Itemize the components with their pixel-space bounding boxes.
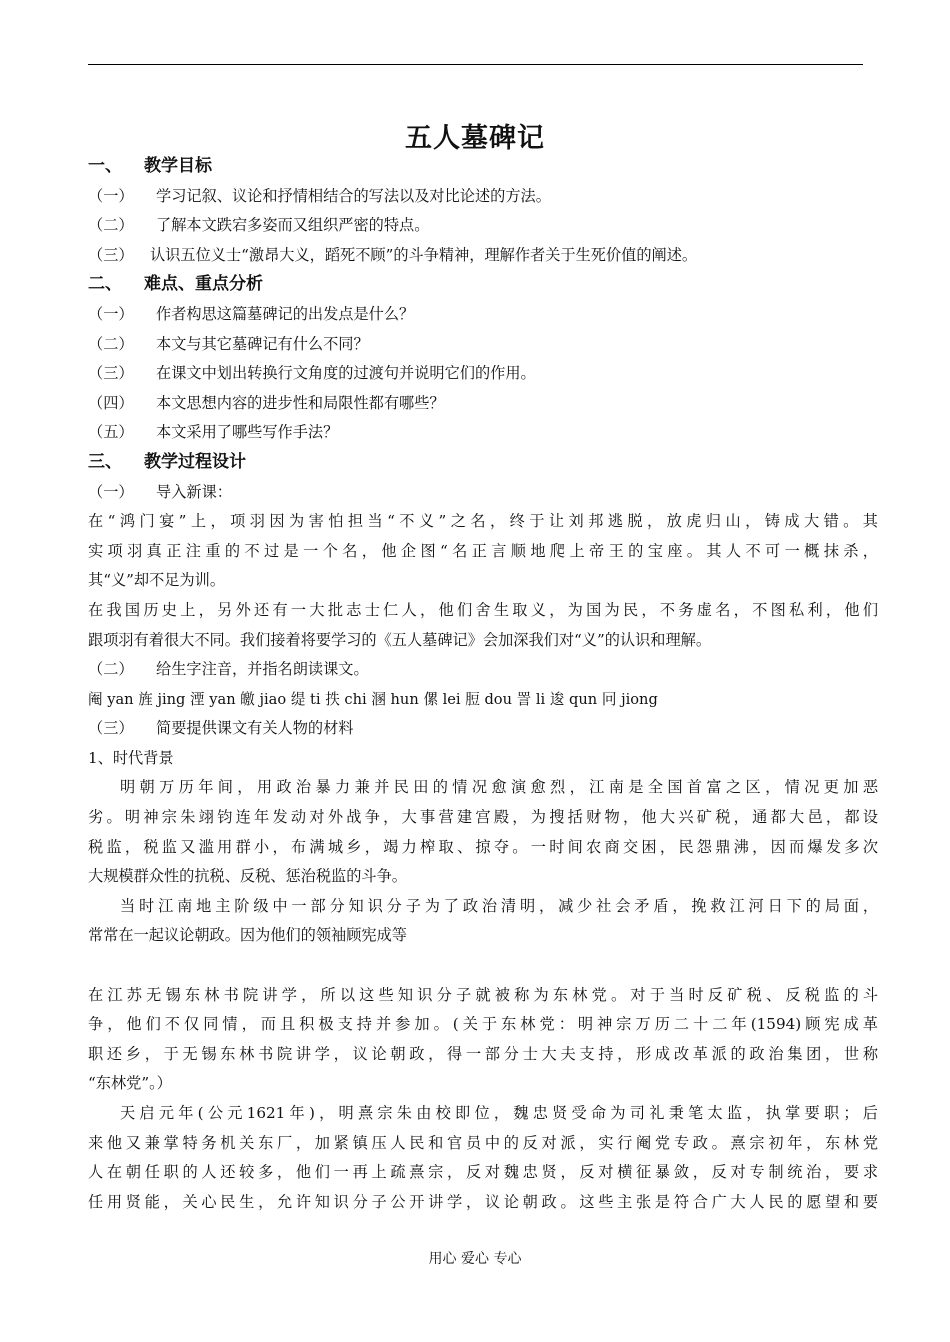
section-title: 教学目标 <box>144 156 212 176</box>
paragraph-line: 明朝万历年间，用政治暴力兼并民田的情况愈演愈烈，江南是全国首富之区，情况更加恶 <box>120 778 878 797</box>
item-text: 学习记叙、议论和抒情相结合的写法以及对比论述的方法。 <box>156 186 551 205</box>
item-number: （四） <box>88 393 134 412</box>
item-text: 本文采用了哪些写作手法？ <box>156 423 339 442</box>
paragraph-line: 当时江南地主阶级中一部分知识分子为了政治清明，减少社会矛盾，挽救江河日下的局面， <box>120 896 878 915</box>
section-heading <box>88 152 878 182</box>
list-item <box>88 300 878 330</box>
list-item <box>88 182 878 212</box>
item-number: （五） <box>88 423 134 442</box>
item-number: （三） <box>88 364 134 383</box>
blank-line <box>88 951 878 981</box>
document-body <box>88 152 878 1217</box>
item-number: （一） <box>88 482 134 501</box>
paragraph-line: 在我国历史上，另外还有一大批志士仁人，他们舍生取义，为国为民，不务虚名，不图私利，他们 <box>88 600 878 619</box>
list-item <box>88 211 878 241</box>
item-text: 作者构思这篇墓碑记的出发点是什么？ <box>156 304 415 323</box>
item-number: （一） <box>88 304 134 323</box>
section-number: 三、 <box>88 451 122 472</box>
item-number: （二） <box>88 334 134 353</box>
section-title: 教学过程设计 <box>144 451 246 472</box>
paragraph-line: 在江苏无锡东林书院讲学，所以这些知识分子就被称为东林党。对于当时反矿税、反税监的斗 <box>88 985 878 1004</box>
item-number: （二） <box>88 660 134 679</box>
list-item <box>88 330 878 360</box>
item-text: 认识五位义士“激昂大义，蹈死不顾”的斗争精神，理解作者关于生死价值的阐述。 <box>150 245 698 264</box>
item-number: （三） <box>88 245 134 264</box>
item-number: （一） <box>88 186 134 205</box>
list-item <box>88 714 878 744</box>
list-item <box>88 241 878 271</box>
section-heading <box>88 448 878 478</box>
section-heading <box>88 270 878 300</box>
paragraph-line: 人在朝任职的人还较多，他们一再上疏熹宗，反对魏忠贤，反对横征暴敛，反对专制统治，要求 <box>88 1163 878 1182</box>
paragraph-line: 职还乡，于无锡东林书院讲学，议论朝政，得一部分士大夫支持，形成改革派的政治集团，世称 <box>88 1044 878 1063</box>
list-item <box>88 478 878 508</box>
section-title: 难点、重点分析 <box>144 274 263 295</box>
paragraph-line: 劣。明神宗朱翊钧连年发动对外战争，大事营建宫殿，为搜括财物，他大兴矿税，通都大邑，都设 <box>88 808 878 827</box>
paragraph-line: 大规模群众性的抗税、反税、惩治税监的斗争。 <box>88 867 407 886</box>
paragraph-line: 常常在一起议论朝政。因为他们的领袖顾宪成等 <box>88 926 407 945</box>
header-rule <box>88 64 863 65</box>
item-number: （三） <box>88 719 134 738</box>
item-text: 导入新课： <box>156 482 232 501</box>
paragraph-line: 任用贤能，关心民生，允许知识分子公开讲学，议论朝政。这些主张是符合广大人民的愿望和要 <box>88 1192 878 1211</box>
item-text: 简要提供课文有关人物的材料 <box>156 719 354 738</box>
paragraph-line: 税监，税监又滥用群小，布满城乡，竭力榨取、掠夺。一时间农商交困，民怨鼎沸，因而爆发多次 <box>88 837 878 856</box>
paragraph-line: “东林党”。） <box>88 1074 172 1093</box>
paragraph-line: 争，他们不仅同情，而且积极支持并参加。(关于东林党：明神宗万历二十二年(1594)顾宪成革 <box>88 1015 878 1034</box>
list-item <box>88 389 878 419</box>
item-text: 在课文中划出转换行文角度的过渡句并说明它们的作用。 <box>156 364 536 383</box>
item-text: 给生字注音，并指名朗读课文。 <box>156 660 369 679</box>
list-item <box>88 359 878 389</box>
subsection-title: 1、时代背景 <box>88 748 174 767</box>
item-text: 了解本文跌宕多姿而又组织严密的特点。 <box>156 216 430 235</box>
paragraph-line: 天启元年(公元1621年)，明熹宗朱由校即位，魏忠贤受命为司礼秉笔太监，执掌要职；后 <box>120 1104 878 1122</box>
section-number: 一、 <box>88 156 122 176</box>
section-number: 二、 <box>88 274 122 295</box>
list-item <box>88 418 878 448</box>
page-footer: 用心 爱心 专心 <box>428 1251 522 1267</box>
paragraph-line: 在“鸿门宴”上，项羽因为害怕担当“不义”之名，终于让刘邦逃脱，放虎归山，铸成大错。其 <box>88 512 878 531</box>
item-text: 本文思想内容的进步性和局限性都有哪些？ <box>156 393 445 412</box>
item-text: 本文与其它墓碑记有什么不同？ <box>156 334 369 353</box>
paragraph-line: 跟项羽有着很大不同。我们接着将要学习的《五人墓碑记》会加深我们对“义”的认识和理解。 <box>88 630 712 649</box>
paragraph-line: 来他又兼掌特务机关东厂，加紧镇压人民和官员中的反对派，实行阉党专政。熹宗初年，东林党 <box>88 1133 878 1152</box>
pinyin-line: 阉 yan 旌 jing 湮 yan 皦 jiao 缇 ti 抶 chi 溷 hun 傫 lei 脰 dou 詈 li 逡 qun 冋 jiong <box>88 690 658 708</box>
paragraph-line: 实项羽真正注重的不过是一个名，他企图“名正言顺地爬上帝王的宝座。其人不可一概抹杀， <box>88 541 878 560</box>
list-item <box>88 655 878 685</box>
document-title: 五人墓碑记 <box>405 123 545 154</box>
item-number: （二） <box>88 216 134 235</box>
paragraph-line: 其“义”却不足为训。 <box>88 571 226 590</box>
